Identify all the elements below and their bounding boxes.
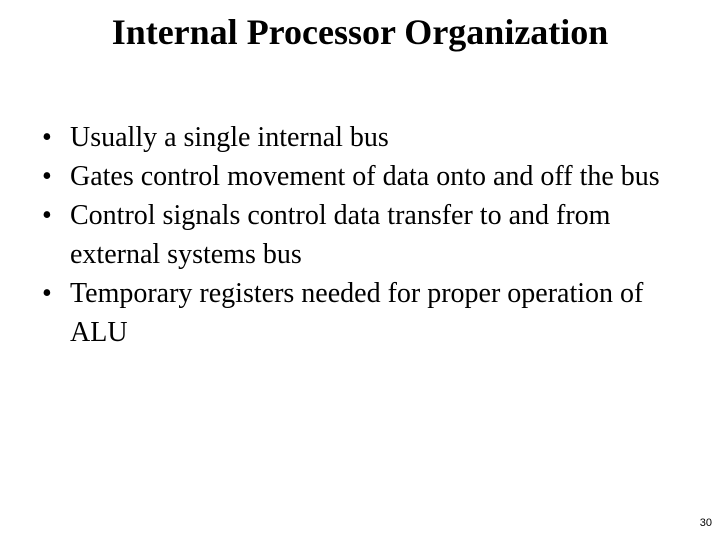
bullet-text: Gates control movement of data onto and off the bus	[70, 161, 660, 192]
bullet-text: Control signals control data transfer to and from external systems bus	[70, 200, 611, 270]
page-number: 30	[699, 517, 712, 529]
bullet-text: Temporary registers needed for proper operation of ALU	[70, 278, 644, 348]
bullet-icon: •	[42, 122, 52, 153]
bullet-list	[42, 118, 682, 352]
bullet-item	[42, 196, 682, 274]
bullet-item	[42, 274, 682, 352]
bullet-item	[42, 157, 682, 196]
bullet-icon: •	[42, 161, 52, 192]
slide-title: Internal Processor Organization	[111, 12, 609, 52]
bullet-text: Usually a single internal bus	[70, 122, 389, 153]
bullet-item	[42, 118, 682, 157]
bullet-icon: •	[42, 200, 52, 231]
bullet-icon: •	[42, 278, 52, 309]
